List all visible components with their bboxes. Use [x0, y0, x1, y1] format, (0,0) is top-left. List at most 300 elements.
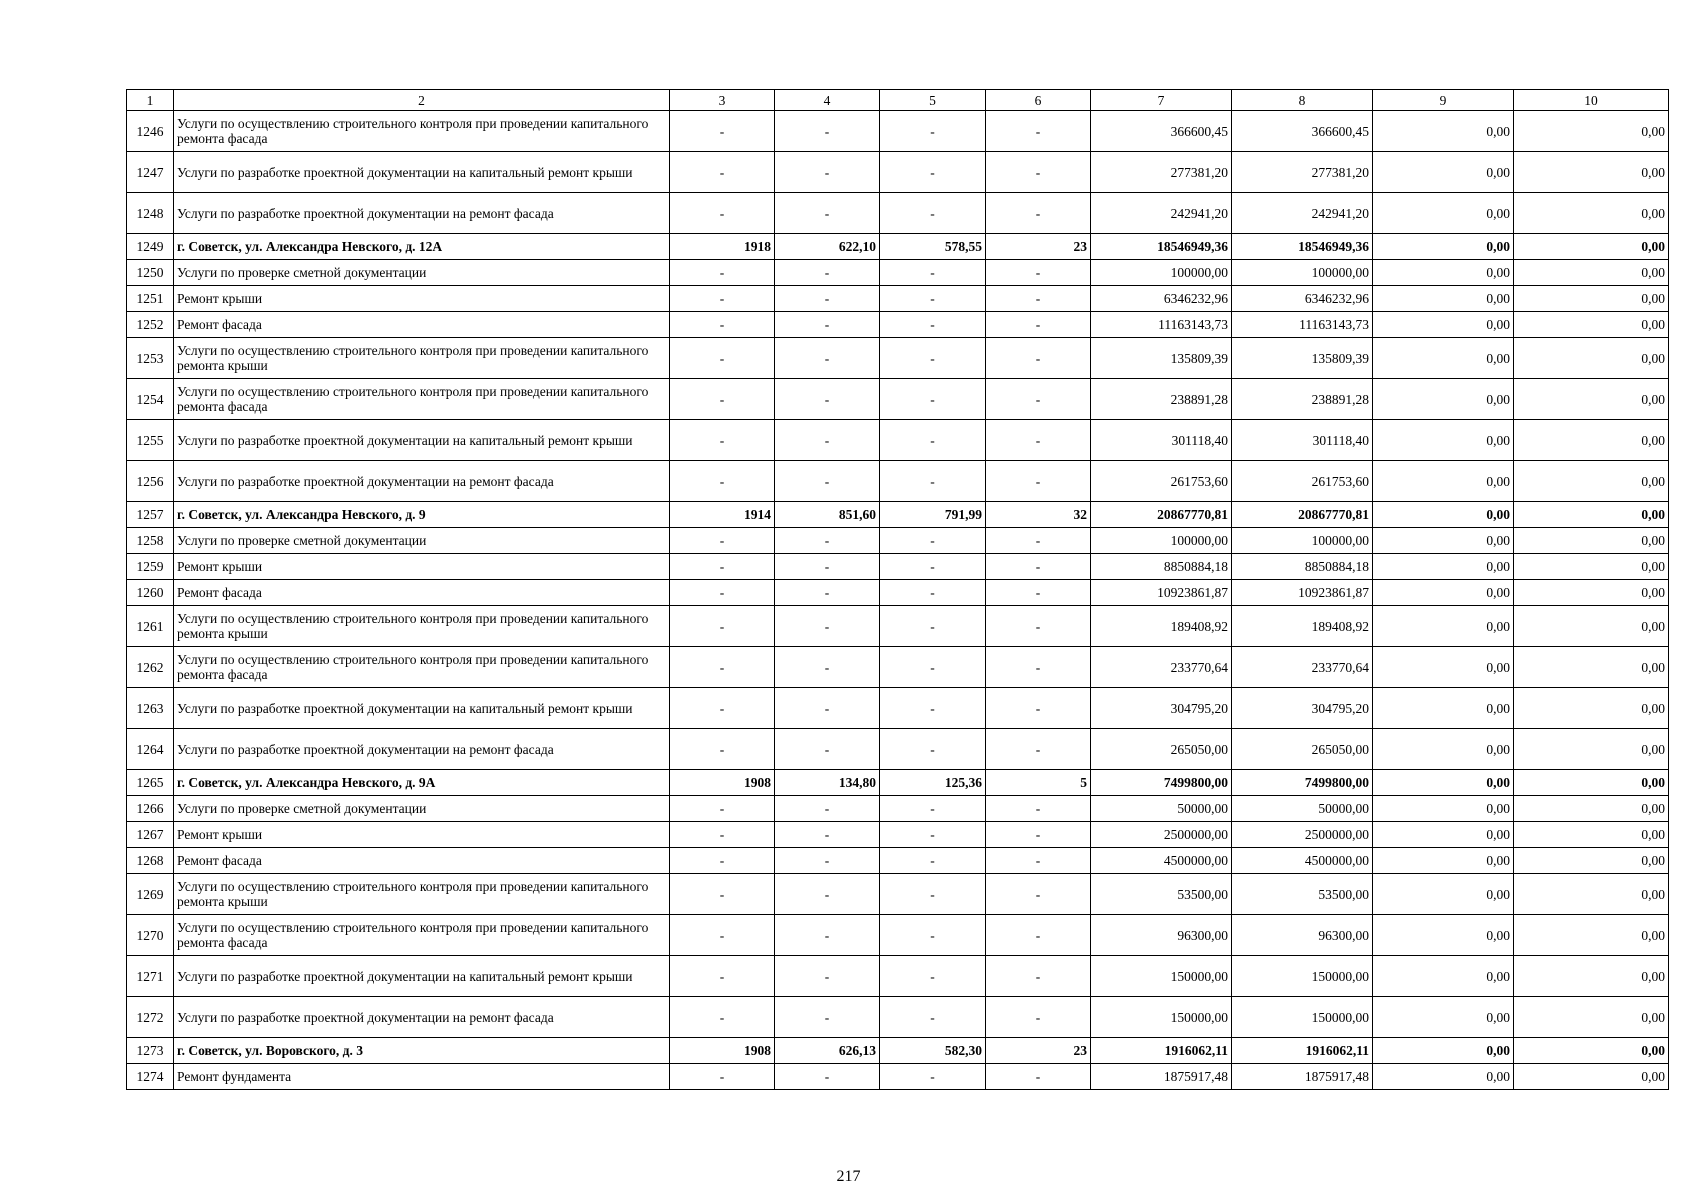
item-name: Ремонт фасада — [174, 580, 670, 606]
item-name: Услуги по проверке сметной документации — [174, 528, 670, 554]
col-10-value: 0,00 — [1514, 379, 1669, 420]
item-name: Услуги по проверке сметной документации — [174, 260, 670, 286]
header-cell: 3 — [670, 90, 775, 111]
col-7-value: 100000,00 — [1091, 260, 1232, 286]
item-name: Услуги по осуществлению строительного контроля при проведении капитального ремонта фасада — [174, 111, 670, 152]
col-4-value: - — [775, 193, 880, 234]
col-5-value: - — [880, 580, 986, 606]
col-7-value: 265050,00 — [1091, 729, 1232, 770]
col-10-value: 0,00 — [1514, 997, 1669, 1038]
col-10-value: 0,00 — [1514, 915, 1669, 956]
col-8-value: 96300,00 — [1232, 915, 1373, 956]
col-6-value: 23 — [986, 234, 1091, 260]
col-10-value: 0,00 — [1514, 111, 1669, 152]
col-8-value: 50000,00 — [1232, 796, 1373, 822]
col-8-value: 135809,39 — [1232, 338, 1373, 379]
col-8-value: 8850884,18 — [1232, 554, 1373, 580]
col-3-value: - — [670, 848, 775, 874]
table-row — [127, 338, 1669, 379]
col-9-value: 0,00 — [1373, 606, 1514, 647]
col-10-value: 0,00 — [1514, 848, 1669, 874]
row-number: 1264 — [127, 729, 174, 770]
col-6-value: - — [986, 647, 1091, 688]
table-row — [127, 152, 1669, 193]
col-5-value: - — [880, 997, 986, 1038]
col-8-value: 20867770,81 — [1232, 502, 1373, 528]
col-10-value: 0,00 — [1514, 647, 1669, 688]
item-name: Услуги по осуществлению строительного контроля при проведении капитального ремонта крыши — [174, 606, 670, 647]
col-10-value: 0,00 — [1514, 874, 1669, 915]
col-5-value: - — [880, 111, 986, 152]
table-row — [127, 554, 1669, 580]
table-row — [127, 688, 1669, 729]
col-4-value: - — [775, 420, 880, 461]
col-4-value: - — [775, 729, 880, 770]
item-name: Ремонт фасада — [174, 312, 670, 338]
header-cell: 7 — [1091, 90, 1232, 111]
col-6-value: - — [986, 580, 1091, 606]
col-3-value: - — [670, 528, 775, 554]
col-10-value: 0,00 — [1514, 286, 1669, 312]
col-10-value: 0,00 — [1514, 152, 1669, 193]
address-row — [127, 234, 1669, 260]
col-7-value: 18546949,36 — [1091, 234, 1232, 260]
register-table — [126, 89, 1669, 1090]
row-number: 1266 — [127, 796, 174, 822]
col-3-value: 1918 — [670, 234, 775, 260]
col-7-value: 366600,45 — [1091, 111, 1232, 152]
col-5-value: - — [880, 461, 986, 502]
col-10-value: 0,00 — [1514, 729, 1669, 770]
col-9-value: 0,00 — [1373, 822, 1514, 848]
table-row — [127, 956, 1669, 997]
col-5-value: - — [880, 796, 986, 822]
col-4-value: - — [775, 554, 880, 580]
col-10-value: 0,00 — [1514, 234, 1669, 260]
col-9-value: 0,00 — [1373, 848, 1514, 874]
col-4-value: - — [775, 312, 880, 338]
col-4-value: - — [775, 956, 880, 997]
col-4-value: - — [775, 796, 880, 822]
row-number: 1263 — [127, 688, 174, 729]
col-7-value: 261753,60 — [1091, 461, 1232, 502]
col-6-value: 5 — [986, 770, 1091, 796]
col-8-value: 11163143,73 — [1232, 312, 1373, 338]
row-number: 1259 — [127, 554, 174, 580]
col-7-value: 4500000,00 — [1091, 848, 1232, 874]
col-9-value: 0,00 — [1373, 420, 1514, 461]
col-5-value: - — [880, 822, 986, 848]
table-row — [127, 461, 1669, 502]
col-5-value: - — [880, 688, 986, 729]
col-10-value: 0,00 — [1514, 688, 1669, 729]
col-9-value: 0,00 — [1373, 111, 1514, 152]
col-3-value: - — [670, 647, 775, 688]
col-8-value: 7499800,00 — [1232, 770, 1373, 796]
col-9-value: 0,00 — [1373, 770, 1514, 796]
col-6-value: - — [986, 528, 1091, 554]
col-6-value: - — [986, 956, 1091, 997]
header-cell: 6 — [986, 90, 1091, 111]
col-4-value: 851,60 — [775, 502, 880, 528]
row-number: 1261 — [127, 606, 174, 647]
table-row — [127, 379, 1669, 420]
table-row — [127, 111, 1669, 152]
row-number: 1269 — [127, 874, 174, 915]
col-7-value: 2500000,00 — [1091, 822, 1232, 848]
col-10-value: 0,00 — [1514, 420, 1669, 461]
col-10-value: 0,00 — [1514, 554, 1669, 580]
col-6-value: - — [986, 848, 1091, 874]
col-10-value: 0,00 — [1514, 1038, 1669, 1064]
col-9-value: 0,00 — [1373, 502, 1514, 528]
col-4-value: 626,13 — [775, 1038, 880, 1064]
col-3-value: - — [670, 111, 775, 152]
col-5-value: - — [880, 379, 986, 420]
col-5-value: - — [880, 1064, 986, 1090]
col-8-value: 150000,00 — [1232, 997, 1373, 1038]
col-6-value: - — [986, 822, 1091, 848]
col-8-value: 366600,45 — [1232, 111, 1373, 152]
item-name: Услуги по осуществлению строительного контроля при проведении капитального ремонта крыши — [174, 874, 670, 915]
col-8-value: 261753,60 — [1232, 461, 1373, 502]
row-number: 1267 — [127, 822, 174, 848]
row-number: 1250 — [127, 260, 174, 286]
col-3-value: - — [670, 606, 775, 647]
col-7-value: 53500,00 — [1091, 874, 1232, 915]
col-7-value: 277381,20 — [1091, 152, 1232, 193]
table-row — [127, 193, 1669, 234]
col-6-value: - — [986, 874, 1091, 915]
row-number: 1249 — [127, 234, 174, 260]
item-name: Ремонт крыши — [174, 286, 670, 312]
item-name: Услуги по разработке проектной документации на капитальный ремонт крыши — [174, 688, 670, 729]
col-9-value: 0,00 — [1373, 379, 1514, 420]
col-9-value: 0,00 — [1373, 461, 1514, 502]
col-5-value: 582,30 — [880, 1038, 986, 1064]
col-8-value: 2500000,00 — [1232, 822, 1373, 848]
col-7-value: 10923861,87 — [1091, 580, 1232, 606]
col-10-value: 0,00 — [1514, 580, 1669, 606]
table-row — [127, 822, 1669, 848]
table-row — [127, 874, 1669, 915]
table-row — [127, 915, 1669, 956]
col-6-value: 23 — [986, 1038, 1091, 1064]
col-8-value: 6346232,96 — [1232, 286, 1373, 312]
item-name: Услуги по разработке проектной документации на ремонт фасада — [174, 461, 670, 502]
item-name: Услуги по разработке проектной документации на ремонт фасада — [174, 729, 670, 770]
col-7-value: 96300,00 — [1091, 915, 1232, 956]
item-name: Ремонт фасада — [174, 848, 670, 874]
col-5-value: - — [880, 554, 986, 580]
table-row — [127, 647, 1669, 688]
col-6-value: - — [986, 260, 1091, 286]
col-4-value: - — [775, 606, 880, 647]
col-8-value: 301118,40 — [1232, 420, 1373, 461]
col-6-value: - — [986, 111, 1091, 152]
row-number: 1270 — [127, 915, 174, 956]
col-3-value: - — [670, 915, 775, 956]
col-3-value: - — [670, 1064, 775, 1090]
col-9-value: 0,00 — [1373, 152, 1514, 193]
col-9-value: 0,00 — [1373, 260, 1514, 286]
col-9-value: 0,00 — [1373, 554, 1514, 580]
col-3-value: 1914 — [670, 502, 775, 528]
col-5-value: - — [880, 606, 986, 647]
item-name: Услуги по осуществлению строительного контроля при проведении капитального ремонта фасада — [174, 915, 670, 956]
col-9-value: 0,00 — [1373, 729, 1514, 770]
col-5-value: - — [880, 956, 986, 997]
col-9-value: 0,00 — [1373, 1038, 1514, 1064]
col-10-value: 0,00 — [1514, 260, 1669, 286]
header-cell: 10 — [1514, 90, 1669, 111]
col-3-value: - — [670, 729, 775, 770]
col-8-value: 265050,00 — [1232, 729, 1373, 770]
register-body — [127, 90, 1669, 1090]
item-name: г. Советск, ул. Александра Невского, д. 9А — [174, 770, 670, 796]
col-5-value: - — [880, 152, 986, 193]
col-7-value: 7499800,00 — [1091, 770, 1232, 796]
item-name: Услуги по проверке сметной документации — [174, 796, 670, 822]
col-3-value: - — [670, 997, 775, 1038]
table-row — [127, 997, 1669, 1038]
col-5-value: - — [880, 647, 986, 688]
col-5-value: - — [880, 874, 986, 915]
col-10-value: 0,00 — [1514, 770, 1669, 796]
row-number: 1273 — [127, 1038, 174, 1064]
table-row — [127, 286, 1669, 312]
row-number: 1260 — [127, 580, 174, 606]
col-9-value: 0,00 — [1373, 1064, 1514, 1090]
row-number: 1274 — [127, 1064, 174, 1090]
header-cell: 8 — [1232, 90, 1373, 111]
col-7-value: 50000,00 — [1091, 796, 1232, 822]
col-3-value: - — [670, 152, 775, 193]
header-cell: 1 — [127, 90, 174, 111]
col-3-value: - — [670, 580, 775, 606]
col-6-value: - — [986, 286, 1091, 312]
address-row — [127, 770, 1669, 796]
col-6-value: - — [986, 1064, 1091, 1090]
col-4-value: - — [775, 461, 880, 502]
col-4-value: - — [775, 848, 880, 874]
address-row — [127, 502, 1669, 528]
col-6-value: - — [986, 915, 1091, 956]
col-3-value: 1908 — [670, 770, 775, 796]
table-row — [127, 1064, 1669, 1090]
item-name: Ремонт фундамента — [174, 1064, 670, 1090]
header-cell: 4 — [775, 90, 880, 111]
table-row — [127, 420, 1669, 461]
col-3-value: - — [670, 461, 775, 502]
col-7-value: 8850884,18 — [1091, 554, 1232, 580]
item-name: Услуги по разработке проектной документации на капитальный ремонт крыши — [174, 152, 670, 193]
col-8-value: 1916062,11 — [1232, 1038, 1373, 1064]
col-4-value: - — [775, 688, 880, 729]
row-number: 1256 — [127, 461, 174, 502]
col-6-value: - — [986, 152, 1091, 193]
col-7-value: 189408,92 — [1091, 606, 1232, 647]
col-5-value: 791,99 — [880, 502, 986, 528]
col-6-value: - — [986, 420, 1091, 461]
page-number: 217 — [836, 1168, 861, 1185]
col-4-value: - — [775, 528, 880, 554]
col-9-value: 0,00 — [1373, 338, 1514, 379]
col-3-value: - — [670, 379, 775, 420]
col-8-value: 53500,00 — [1232, 874, 1373, 915]
col-4-value: 622,10 — [775, 234, 880, 260]
col-5-value: - — [880, 312, 986, 338]
table-row — [127, 796, 1669, 822]
row-number: 1271 — [127, 956, 174, 997]
item-name: Услуги по осуществлению строительного контроля при проведении капитального ремонта фасада — [174, 647, 670, 688]
col-9-value: 0,00 — [1373, 647, 1514, 688]
col-10-value: 0,00 — [1514, 796, 1669, 822]
col-9-value: 0,00 — [1373, 915, 1514, 956]
row-number: 1265 — [127, 770, 174, 796]
col-3-value: 1908 — [670, 1038, 775, 1064]
col-6-value: - — [986, 379, 1091, 420]
row-number: 1247 — [127, 152, 174, 193]
col-3-value: - — [670, 286, 775, 312]
item-name: г. Советск, ул. Воровского, д. 3 — [174, 1038, 670, 1064]
col-8-value: 1875917,48 — [1232, 1064, 1373, 1090]
item-name: г. Советск, ул. Александра Невского, д. 12А — [174, 234, 670, 260]
col-7-value: 150000,00 — [1091, 997, 1232, 1038]
col-10-value: 0,00 — [1514, 502, 1669, 528]
col-7-value: 11163143,73 — [1091, 312, 1232, 338]
item-name: г. Советск, ул. Александра Невского, д. 9 — [174, 502, 670, 528]
col-4-value: - — [775, 152, 880, 193]
table-row — [127, 312, 1669, 338]
col-4-value: - — [775, 822, 880, 848]
col-4-value: - — [775, 997, 880, 1038]
col-10-value: 0,00 — [1514, 193, 1669, 234]
item-name: Услуги по разработке проектной документации на ремонт фасада — [174, 193, 670, 234]
col-4-value: - — [775, 111, 880, 152]
col-5-value: - — [880, 528, 986, 554]
row-number: 1255 — [127, 420, 174, 461]
col-8-value: 304795,20 — [1232, 688, 1373, 729]
col-9-value: 0,00 — [1373, 956, 1514, 997]
col-4-value: - — [775, 647, 880, 688]
item-name: Услуги по разработке проектной документации на капитальный ремонт крыши — [174, 420, 670, 461]
col-8-value: 189408,92 — [1232, 606, 1373, 647]
row-number: 1258 — [127, 528, 174, 554]
col-9-value: 0,00 — [1373, 193, 1514, 234]
col-10-value: 0,00 — [1514, 338, 1669, 379]
col-8-value: 242941,20 — [1232, 193, 1373, 234]
col-7-value: 1916062,11 — [1091, 1038, 1232, 1064]
item-name: Ремонт крыши — [174, 822, 670, 848]
col-3-value: - — [670, 956, 775, 997]
col-10-value: 0,00 — [1514, 528, 1669, 554]
col-8-value: 238891,28 — [1232, 379, 1373, 420]
col-4-value: 134,80 — [775, 770, 880, 796]
header-cell: 9 — [1373, 90, 1514, 111]
col-6-value: - — [986, 338, 1091, 379]
col-6-value: 32 — [986, 502, 1091, 528]
col-8-value: 277381,20 — [1232, 152, 1373, 193]
item-name: Услуги по осуществлению строительного контроля при проведении капитального ремонта крыши — [174, 338, 670, 379]
col-9-value: 0,00 — [1373, 234, 1514, 260]
row-number: 1272 — [127, 997, 174, 1038]
col-5-value: - — [880, 286, 986, 312]
col-7-value: 20867770,81 — [1091, 502, 1232, 528]
col-3-value: - — [670, 554, 775, 580]
col-8-value: 4500000,00 — [1232, 848, 1373, 874]
col-3-value: - — [670, 193, 775, 234]
col-6-value: - — [986, 193, 1091, 234]
col-8-value: 18546949,36 — [1232, 234, 1373, 260]
table-row — [127, 729, 1669, 770]
col-3-value: - — [670, 688, 775, 729]
col-7-value: 233770,64 — [1091, 647, 1232, 688]
col-4-value: - — [775, 260, 880, 286]
row-number: 1257 — [127, 502, 174, 528]
row-number: 1248 — [127, 193, 174, 234]
col-5-value: - — [880, 193, 986, 234]
col-6-value: - — [986, 997, 1091, 1038]
header-cell: 5 — [880, 90, 986, 111]
col-3-value: - — [670, 796, 775, 822]
col-3-value: - — [670, 822, 775, 848]
col-6-value: - — [986, 606, 1091, 647]
col-5-value: 125,36 — [880, 770, 986, 796]
col-6-value: - — [986, 688, 1091, 729]
col-4-value: - — [775, 286, 880, 312]
col-10-value: 0,00 — [1514, 956, 1669, 997]
col-6-value: - — [986, 729, 1091, 770]
col-8-value: 233770,64 — [1232, 647, 1373, 688]
col-8-value: 10923861,87 — [1232, 580, 1373, 606]
table-row — [127, 848, 1669, 874]
row-number: 1268 — [127, 848, 174, 874]
col-7-value: 301118,40 — [1091, 420, 1232, 461]
col-5-value: - — [880, 915, 986, 956]
col-10-value: 0,00 — [1514, 1064, 1669, 1090]
col-4-value: - — [775, 379, 880, 420]
row-number: 1262 — [127, 647, 174, 688]
col-4-value: - — [775, 580, 880, 606]
row-number: 1246 — [127, 111, 174, 152]
item-name: Услуги по осуществлению строительного контроля при проведении капитального ремонта фасада — [174, 379, 670, 420]
col-9-value: 0,00 — [1373, 312, 1514, 338]
col-7-value: 242941,20 — [1091, 193, 1232, 234]
col-3-value: - — [670, 874, 775, 915]
col-9-value: 0,00 — [1373, 286, 1514, 312]
row-number: 1252 — [127, 312, 174, 338]
col-8-value: 100000,00 — [1232, 528, 1373, 554]
col-10-value: 0,00 — [1514, 822, 1669, 848]
col-4-value: - — [775, 338, 880, 379]
register-sheet — [126, 89, 1669, 1090]
item-name: Услуги по разработке проектной документации на ремонт фасада — [174, 997, 670, 1038]
col-4-value: - — [775, 915, 880, 956]
col-5-value: - — [880, 420, 986, 461]
col-7-value: 1875917,48 — [1091, 1064, 1232, 1090]
col-5-value: - — [880, 848, 986, 874]
col-7-value: 135809,39 — [1091, 338, 1232, 379]
col-7-value: 304795,20 — [1091, 688, 1232, 729]
col-9-value: 0,00 — [1373, 874, 1514, 915]
col-6-value: - — [986, 554, 1091, 580]
col-5-value: - — [880, 729, 986, 770]
col-4-value: - — [775, 874, 880, 915]
col-3-value: - — [670, 338, 775, 379]
col-5-value: - — [880, 260, 986, 286]
table-row — [127, 606, 1669, 647]
